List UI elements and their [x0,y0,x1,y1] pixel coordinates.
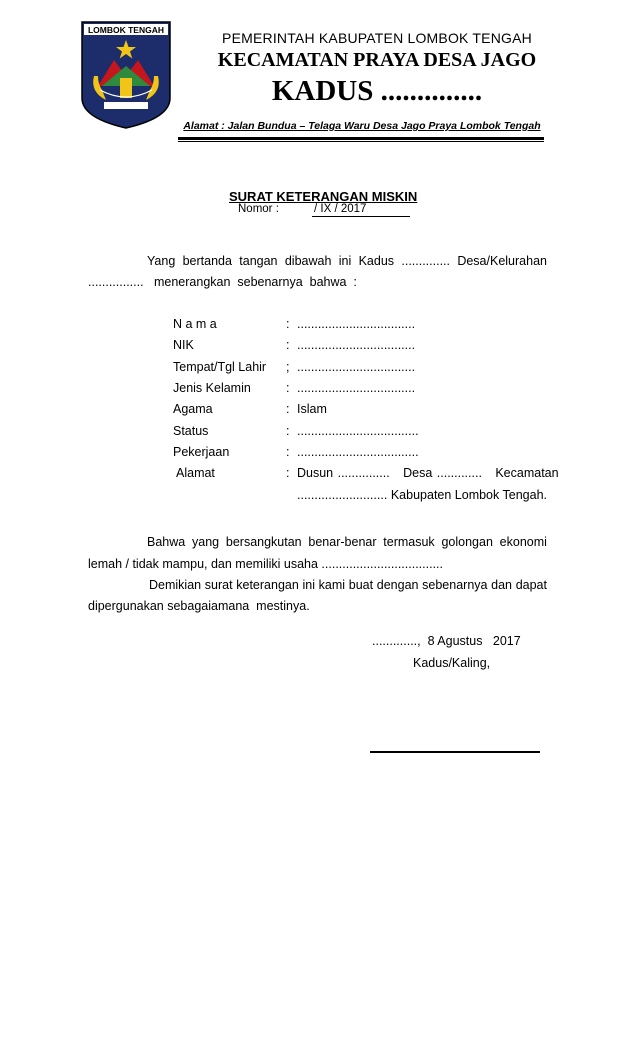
lombok-tengah-logo [80,20,172,130]
para3-word: Demikian [149,578,202,592]
signature-line [370,751,540,753]
intro-word: .............. [401,254,450,268]
field-sep: : [286,424,290,438]
address-dots: .......................... [297,488,388,502]
para3-word: dan [491,578,513,592]
field-label-status: Status [173,424,209,438]
field-value-alamat: Dusun ............... Desa ............. Kecamatan [297,466,559,480]
para2-word: golongan [441,535,493,549]
letterhead-rule-thin [178,141,544,142]
field-sep: : [286,338,290,352]
para3-word: buat [348,578,374,592]
intro-word: bertanda [182,254,232,268]
intro-word: Kadus [358,254,395,268]
field-label-pekerjaan: Pekerjaan [173,445,230,459]
field-sep: : [286,466,290,480]
field-sep: : [286,445,290,459]
field-label-nama: N a m a [173,317,217,331]
field-sep: ; [286,360,290,374]
letterhead-rule-thick [178,137,544,140]
address-line-2 [297,488,547,502]
intro-word: Desa/Kelurahan [457,254,547,268]
address-kabupaten: Kabupaten Lombok Tengah. [390,488,547,502]
field-value-nik: .................................. [297,338,416,352]
nomor-underline [312,216,410,217]
letter-date: ............., 8 Agustus 2017 [372,634,521,648]
field-value-ttl: .................................. [297,360,416,374]
para2-line-2: lemah / tidak mampu, dan memiliki usaha ................................... [88,557,443,571]
intro-word: ini [338,254,352,268]
para2-word: termasuk [383,535,435,549]
field-value-agama: Islam [297,402,327,416]
field-value-nama: .................................. [297,317,416,331]
field-value-jenis-kelamin: .................................. [297,381,416,395]
nomor-value: / IX / 2017 [314,203,367,215]
intro-line-1 [147,254,547,268]
para3-word: sebenarnya [422,578,488,592]
office-address: Alamat : Jalan Bundua – Telaga Waru Desa Jago Praya Lombok Tengah [183,120,541,132]
para3-word: surat [204,578,233,592]
kecamatan-name: KECAMATAN PRAYA DESA JAGO [217,49,537,71]
para2-word: bersangkutan [225,535,302,549]
field-sep: : [286,402,290,416]
field-label-alamat: Alamat [176,466,215,480]
para2-line-1 [147,535,547,549]
para2-word: Bahwa [147,535,186,549]
government-name: PEMERINTAH KABUPATEN LOMBOK TENGAH [222,30,532,46]
logo-text: LOMBOK TENGAH [87,25,165,35]
para3-word: kami [318,578,346,592]
para3-word: dapat [515,578,547,592]
field-label-nik: NIK [173,338,194,352]
field-label-jenis-kelamin: Jenis Kelamin [173,381,251,395]
field-value-pekerjaan: ................................... [297,445,419,459]
field-sep: : [286,381,290,395]
para3-line-1 [149,578,547,592]
para3-line-2: dipergunakan sebagaiamana mestinya. [88,599,310,613]
intro-line-2: ................ menerangkan sebenarnya bahwa : [88,275,357,289]
para3-word: ini [302,578,315,592]
field-label-agama: Agama [173,402,213,416]
para3-word: keterangan [236,578,299,592]
intro-word: dibawah [284,254,332,268]
field-sep: : [286,317,290,331]
field-label-ttl: Tempat/Tgl Lahir [173,360,267,374]
intro-word: tangan [239,254,278,268]
intro-word: Yang [147,254,176,268]
signatory-title: Kadus/Kaling, [413,656,491,670]
kadus-name: KADUS .............. [271,75,483,107]
para2-word: ekonomi [499,535,547,549]
para2-word: benar-benar [308,535,377,549]
para2-word: yang [192,535,220,549]
nomor-label: Nomor : [238,203,279,215]
document-title: SURAT KETERANGAN MISKIN [229,189,418,204]
field-value-status: ................................... [297,424,419,438]
para3-word: dengan [376,578,419,592]
